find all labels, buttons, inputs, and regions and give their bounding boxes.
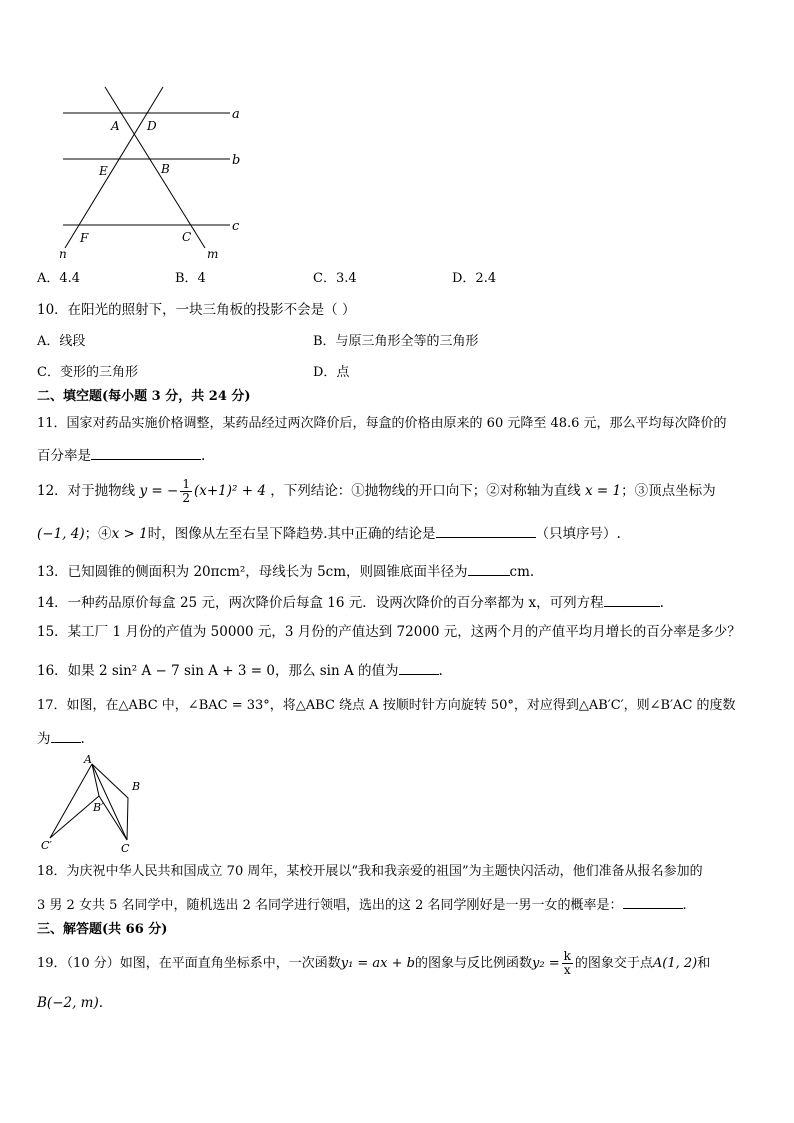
q12-condition: x > 1 <box>111 526 148 542</box>
section-2-heading: 二、填空题(每小题 3 分，共 24 分) <box>37 389 251 404</box>
point-label-D: D <box>147 119 157 133</box>
q12-post: ，下列结论：①抛物线的开口向下；②对称轴为直线 <box>270 483 581 499</box>
fig2-label-Cprime: C′ <box>41 839 52 852</box>
q12-formula-b: (x+1)² + 4 <box>193 483 266 499</box>
q12-vertex: (−1, 4) <box>37 526 85 542</box>
q12-frac-num: 1 <box>182 477 190 491</box>
q17-text: 为 <box>37 731 51 747</box>
q12-text: 时，图像从左至右呈下降趋势.其中正确的结论是 <box>147 526 436 542</box>
q16-end: . <box>438 663 443 679</box>
line-label-a: a <box>232 107 240 122</box>
q15: 15．某工厂 1 月份的产值为 50000 元，3 月份的产值达到 72000 元，这两个月的产值平均月增长的百分率是多少？ <box>37 624 741 640</box>
q11-text: 百分率是 <box>37 448 91 464</box>
q12-line1 <box>37 478 716 505</box>
q16-answer-blank <box>399 660 439 675</box>
q9-option-a: A．4.4 <box>37 271 81 286</box>
q11-answer-blank <box>91 445 201 460</box>
fig2-label-C: C <box>121 842 130 855</box>
q19-fraction <box>562 950 573 977</box>
q18-line1: 18．为庆祝中华人民共和国成立 70 周年，某校开展以“我和我亲爱的祖国”为主题快闪活动，他们准备从报名参加的 <box>37 864 703 879</box>
fig2-label-A: A <box>84 753 92 766</box>
q19-line1 <box>37 950 710 977</box>
q12-line2 <box>37 523 621 544</box>
fig2-label-Bprime: B′ <box>93 801 104 814</box>
point-label-B: B <box>161 162 170 176</box>
point-label-A: A <box>111 119 120 133</box>
parallel-lines-figure <box>55 85 255 265</box>
q11-line1: 11．国家对药品实施价格调整，某药品经过两次降价后，每盒的价格由原来的 60 元降至 48.6 元，那么平均每次降价的 <box>37 416 727 431</box>
q14-end: . <box>659 595 664 611</box>
q16 <box>37 660 443 681</box>
q17-answer-blank <box>51 728 81 743</box>
q18-end: . <box>682 898 687 913</box>
rotated-triangle-figure <box>35 752 155 857</box>
section-3-heading: 三、解答题(共 66 分) <box>37 922 168 937</box>
q19-and: 和 <box>697 956 711 971</box>
q12-answer-blank <box>436 523 536 538</box>
line-label-n: n <box>59 247 67 261</box>
q9-option-b: B．4 <box>175 271 206 286</box>
q19-pre: 19．（10 分）如图，在平面直角坐标系中，一次函数 <box>37 956 341 971</box>
q13-text: 13．已知圆锥的侧面积为 20πcm²，母线长为 5cm，则圆锥底面半径为 <box>37 564 468 580</box>
q13 <box>37 561 534 582</box>
q12-post2: ；③顶点坐标为 <box>621 483 716 499</box>
q19-frac-den: x <box>563 963 571 977</box>
q14 <box>37 592 664 613</box>
q19-mid: 的图象与反比例函数 <box>415 956 533 971</box>
q18-text: 3 男 2 女共 5 名同学中，随机选出 2 名同学进行领唱，选出的这 2 名同学刚好是一男一女的概率是： <box>37 898 623 913</box>
q11-line2 <box>37 445 205 466</box>
q12-end: （只填序号）. <box>535 526 621 542</box>
q10-option-b: B．与原三角形全等的三角形 <box>313 334 479 349</box>
line-label-c: c <box>232 219 240 234</box>
line-label-m: m <box>207 247 219 261</box>
q17-end: . <box>80 731 85 747</box>
q10-option-d: D．点 <box>313 365 350 380</box>
q18-answer-blank <box>623 894 683 909</box>
q19-frac-num: k <box>563 949 571 963</box>
q17-line2 <box>37 728 85 749</box>
q12-pre: 12．对于抛物线 <box>37 483 136 499</box>
q12-axis: x = 1 <box>585 483 622 499</box>
point-label-F: F <box>80 231 89 245</box>
q17-line1: 17．如图，在△ABC 中，∠BAC = 33°，将△ABC 绕点 A 按顺时针方向旋转 50°，对应得到△AB′C′，则∠B′AC 的度数 <box>37 698 736 713</box>
q16-text: 16．如果 2 sin² A − 7 sin A + 3 = 0，那么 sin A 的值为 <box>37 663 399 679</box>
q12-frac-den: 2 <box>182 491 190 505</box>
q19-point-B: B(−2, m). <box>37 995 104 1011</box>
fig2-label-B: B <box>132 780 141 793</box>
q12-item4: ；④ <box>84 526 112 542</box>
point-label-E: E <box>99 164 108 178</box>
q14-answer-blank <box>604 592 660 607</box>
q10-option-a: A．线段 <box>37 334 86 349</box>
q10-stem: 10．在阳光的照射下，一块三角板的投影不会是（ ） <box>37 302 356 318</box>
q19-inverse-function: y₂ = <box>532 956 560 971</box>
q19-point-A: A(1, 2) <box>652 956 698 971</box>
q10-option-c: C．变形的三角形 <box>37 365 138 380</box>
q9-option-d: D．2.4 <box>452 271 497 286</box>
q13-end: cm. <box>509 564 535 580</box>
q13-answer-blank <box>468 561 510 576</box>
q18-line2 <box>37 894 687 916</box>
q19-linear-function: y₁ = ax + b <box>340 956 415 971</box>
q12-fraction <box>180 478 192 505</box>
q14-text: 14．一种药品原价每盒 25 元，两次降价后每盒 16 元．设两次降价的百分率都为 x，可列方程 <box>37 595 604 611</box>
line-label-b: b <box>232 153 241 168</box>
q11-end: . <box>201 448 206 464</box>
q19-line2 <box>37 993 103 1013</box>
point-label-C: C <box>182 230 192 244</box>
q9-option-c: C．3.4 <box>313 271 357 286</box>
q19-post: 的图象交于点 <box>574 956 653 971</box>
q12-formula-a: y = − <box>139 483 179 499</box>
